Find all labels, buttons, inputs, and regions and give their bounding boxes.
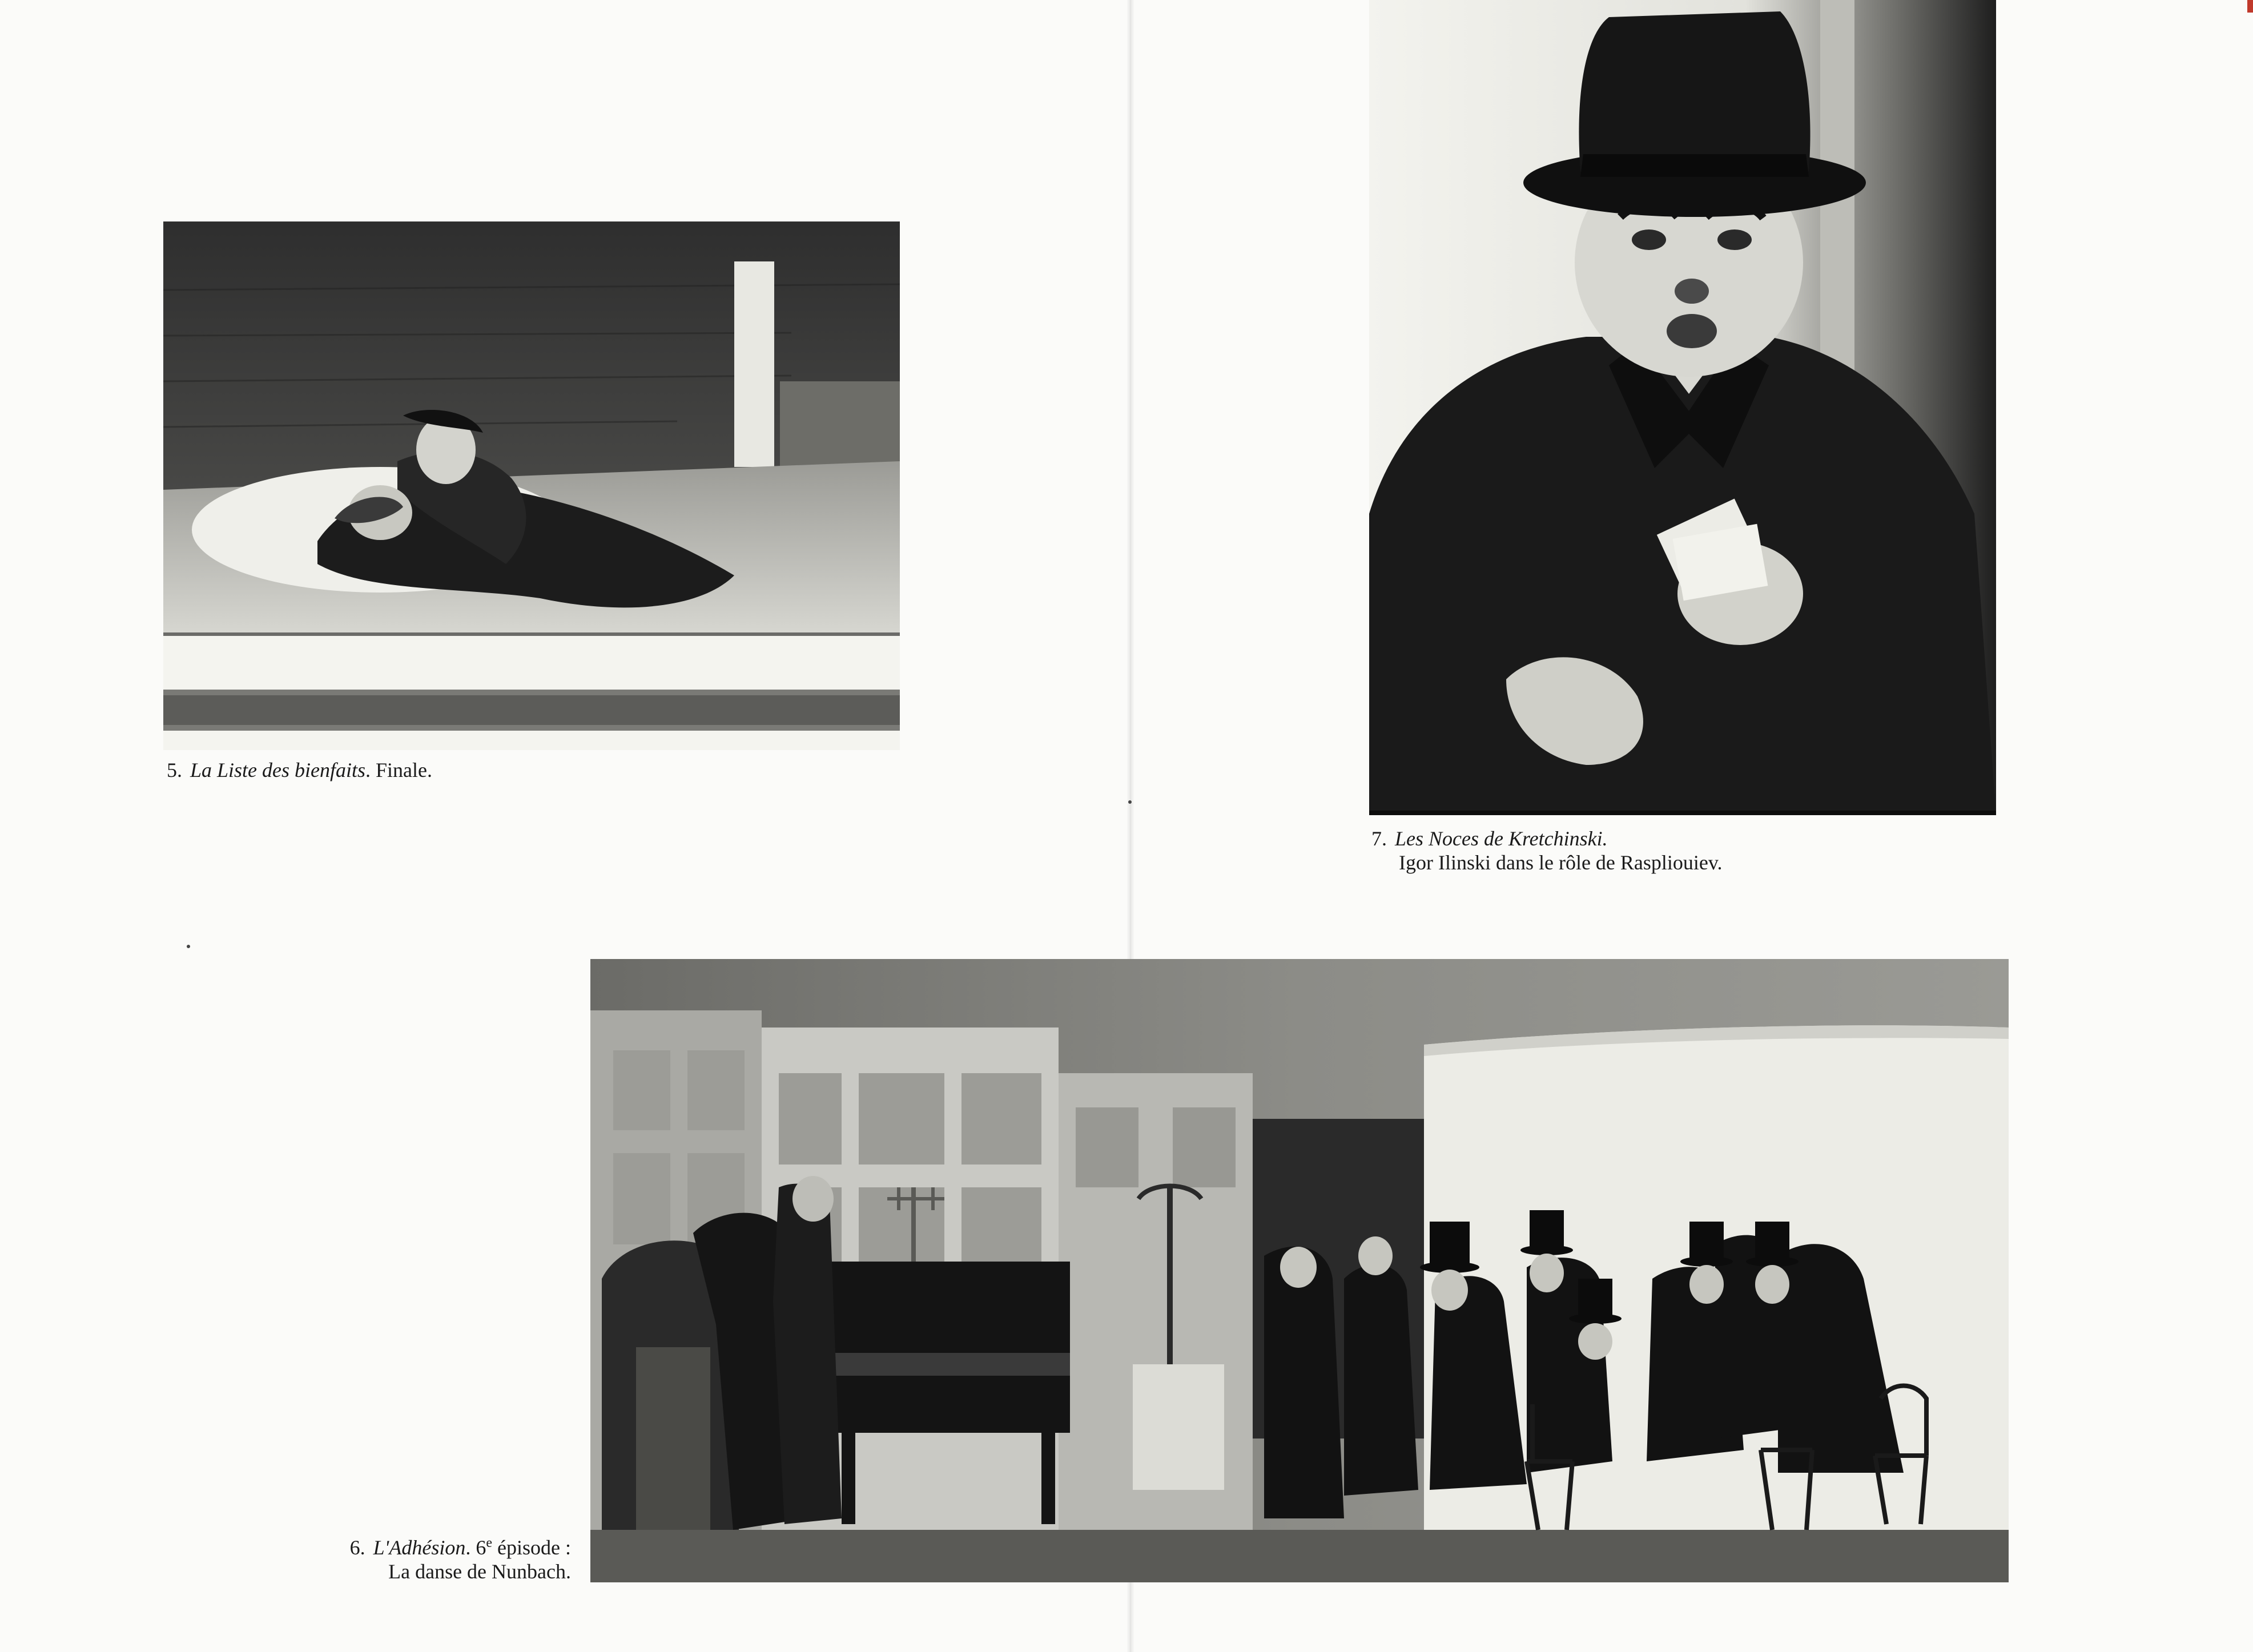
page-edge-mark <box>2247 0 2253 13</box>
caption-title: Les Noces de Kretchinski. <box>1395 827 1608 850</box>
caption-title: L'Adhésion <box>373 1536 466 1559</box>
caption-text: épisode : <box>492 1536 571 1559</box>
photo-lying-figures <box>163 221 900 750</box>
caption-superscript: e <box>486 1536 493 1550</box>
caption-text: La danse de Nunbach. <box>388 1560 571 1583</box>
caption-text: . 6 <box>465 1536 486 1559</box>
caption-text: . Finale. <box>365 759 433 781</box>
photo-man-top-hat <box>1369 0 1996 815</box>
dust-speck <box>187 945 190 948</box>
caption-number: 5. <box>167 759 182 781</box>
caption-fig7 <box>1371 827 1723 875</box>
caption-title: La Liste des bienfaits <box>190 759 366 781</box>
caption-fig5 <box>167 758 432 782</box>
photo-stage-scene <box>590 959 2009 1582</box>
caption-fig6 <box>285 1536 571 1583</box>
caption-number: 6. <box>349 1536 365 1559</box>
caption-text: Igor Ilinski dans le rôle de Raspliouiev. <box>1399 851 1723 874</box>
caption-number: 7. <box>1371 827 1387 850</box>
dust-speck <box>1128 800 1132 804</box>
